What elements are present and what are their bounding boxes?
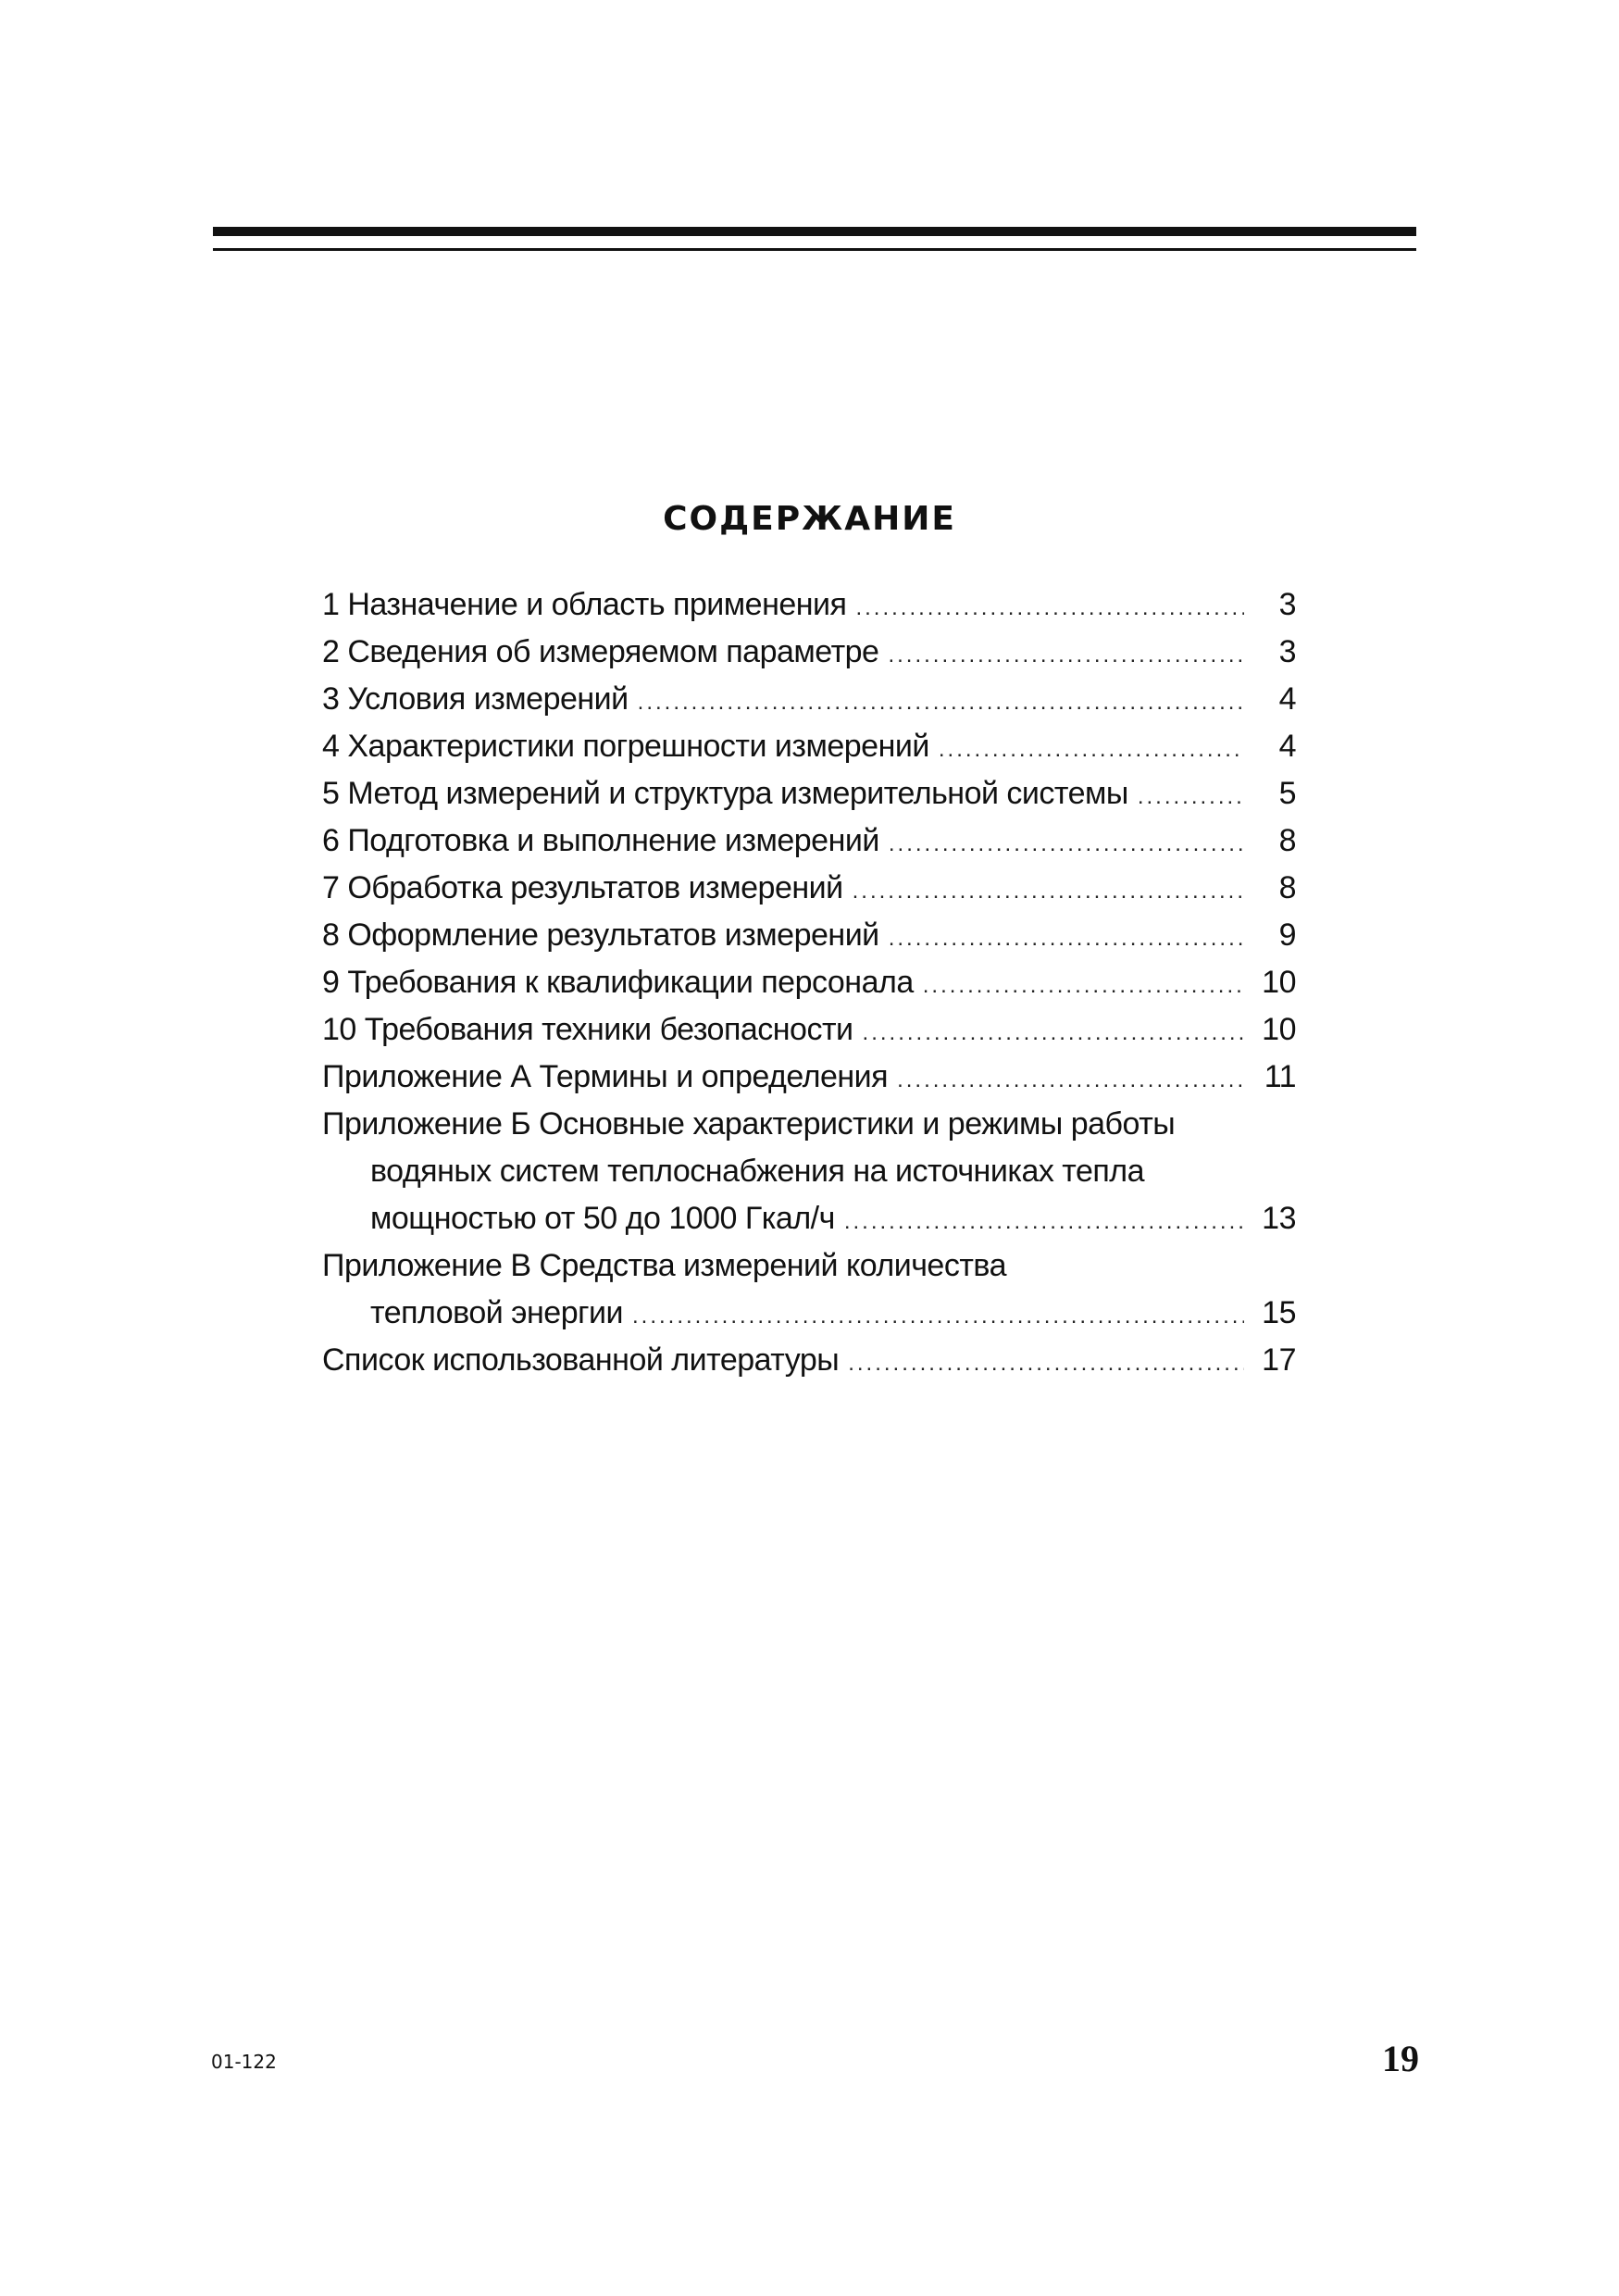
toc-entry-page: 11 [1264, 1059, 1296, 1094]
toc-dot-leader [889, 820, 1244, 867]
toc-dot-leader [1138, 773, 1244, 820]
toc-entry-text: Приложение Б Основные характеристики и режимы работы [322, 1106, 1176, 1142]
page-number: 19 [1382, 2038, 1419, 2079]
toc-dot-leader [844, 1198, 1244, 1245]
toc-dot-leader [853, 867, 1244, 915]
toc-entry-3 [322, 676, 1296, 723]
toc-dot-leader [897, 1056, 1244, 1104]
toc-entry-page: 8 [1278, 823, 1296, 858]
toc-entry-page: 4 [1278, 729, 1296, 764]
toc-dot-leader [923, 962, 1244, 1009]
toc-dot-leader [889, 915, 1244, 962]
toc-entry-text-continuation: мощностью от 50 до 1000 Гкал/ч [370, 1201, 835, 1236]
table-of-contents [322, 581, 1296, 1384]
toc-entry-text: 8 Оформление результатов измерений [322, 917, 879, 953]
toc-entry-text: 2 Сведения об измеряемом параметре [322, 634, 879, 669]
header-rule-thin [213, 248, 1416, 251]
toc-entry-6 [322, 817, 1296, 865]
toc-entry-page: 3 [1278, 587, 1296, 622]
toc-dot-leader [638, 679, 1244, 726]
toc-entry-4 [322, 723, 1296, 770]
toc-entry-8 [322, 912, 1296, 959]
toc-entry-text: 10 Требования техники безопасности [322, 1012, 853, 1047]
toc-entry-page: 10 [1262, 1012, 1296, 1047]
toc-entry-text: 9 Требования к квалификации персонала [322, 965, 914, 1000]
toc-entry-appendix-b [322, 1101, 1296, 1148]
toc-entry-10 [322, 1006, 1296, 1054]
toc-entry-text: Список использованной литературы [322, 1342, 840, 1378]
toc-entry-text: Приложение В Средства измерений количества [322, 1248, 1006, 1283]
toc-entry-page: 9 [1278, 917, 1296, 953]
toc-entry-page: 4 [1278, 681, 1296, 717]
toc-entry-appendix-v-cont1 [322, 1290, 1296, 1337]
toc-entry-page: 8 [1278, 870, 1296, 905]
toc-dot-leader [632, 1292, 1244, 1340]
toc-entry-page: 17 [1262, 1342, 1296, 1378]
document-code: 01-122 [211, 2051, 277, 2073]
toc-entry-text: Приложение А Термины и определения [322, 1059, 889, 1094]
toc-entry-1 [322, 581, 1296, 629]
toc-dot-leader [939, 726, 1244, 773]
toc-entry-appendix-v [322, 1242, 1296, 1290]
toc-entry-text: 5 Метод измерений и структура измерительной системы [322, 776, 1128, 811]
toc-entry-page: 5 [1278, 776, 1296, 811]
toc-entry-appendix-a [322, 1054, 1296, 1101]
toc-entry-text: 6 Подготовка и выполнение измерений [322, 823, 879, 858]
toc-entry-text: 4 Характеристики погрешности измерений [322, 729, 929, 764]
toc-entry-9 [322, 959, 1296, 1006]
toc-entry-page: 15 [1262, 1295, 1296, 1330]
toc-entry-2 [322, 629, 1296, 676]
toc-entry-5 [322, 770, 1296, 817]
toc-entry-page: 13 [1262, 1201, 1296, 1236]
toc-entry-appendix-b-cont2 [322, 1195, 1296, 1242]
toc-entry-page: 10 [1262, 965, 1296, 1000]
toc-entry-text: 1 Назначение и область применения [322, 587, 847, 622]
toc-entry-text-continuation: тепловой энергии [370, 1295, 623, 1330]
toc-entry-7 [322, 865, 1296, 912]
toc-dot-leader [848, 1340, 1244, 1387]
toc-entry-references [322, 1337, 1296, 1384]
toc-dot-leader [888, 631, 1244, 679]
toc-entry-text: 3 Условия измерений [322, 681, 629, 717]
toc-entry-appendix-b-cont1 [322, 1148, 1296, 1195]
toc-entry-page: 3 [1278, 634, 1296, 669]
toc-dot-leader [855, 584, 1244, 631]
toc-entry-text: 7 Обработка результатов измерений [322, 870, 843, 905]
toc-dot-leader [863, 1009, 1244, 1056]
toc-title: СОДЕРЖАНИЕ [663, 500, 956, 538]
header-rule-thick [213, 227, 1416, 236]
toc-entry-text-continuation: водяных систем теплоснабжения на источниках тепла [370, 1154, 1145, 1189]
